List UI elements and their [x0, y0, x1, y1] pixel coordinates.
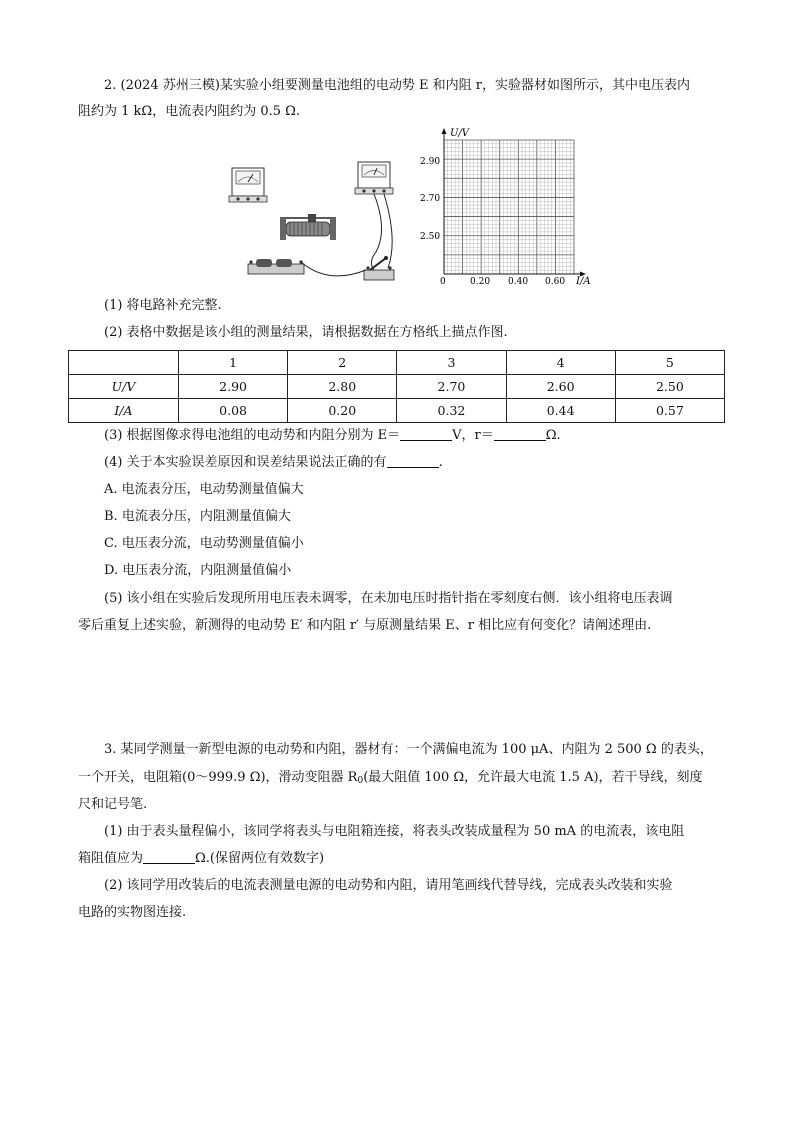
- origin-label: 0: [440, 277, 446, 287]
- q2-sub5-line2: 零后重复上述实验，新测得的电动势 E′ 和内阻 r′ 与原测量结果 E、r 相比应有何变化？请阐述理由.: [78, 618, 652, 633]
- q2-sub3-text: Ω.: [545, 428, 561, 443]
- q3-text: 一个开关，电阻箱(0～999.9 Ω)，滑动变阻器 R: [78, 770, 358, 785]
- table-cell: 2: [288, 351, 397, 375]
- apparatus-figure: [228, 160, 408, 290]
- q3-sub1-text: Ω.(保留两位有效数字): [195, 851, 325, 866]
- q3-sub1-text: 箱阻值应为: [78, 851, 144, 866]
- option-b: B. 电流表分压，内阻测量值偏大: [104, 509, 291, 524]
- y-axis-arrow-icon: [442, 128, 447, 134]
- rheostat-icon: [280, 214, 336, 240]
- q2-sub2: (2) 表格中数据是该小组的测量结果，请根据数据在方格纸上描点作图.: [104, 325, 508, 340]
- q3-sub2-line2: 电路的实物图连接.: [78, 905, 187, 920]
- table-cell: [69, 351, 179, 375]
- answer-blank-resistance[interactable]: [143, 851, 195, 864]
- table-cell: 1: [179, 351, 288, 375]
- q3-sub1-line2: [78, 851, 324, 867]
- q2-text-line1: 2. (2024 苏州三模)某实验小组要测量电池组的电动势 E 和内阻 r，实验器材如图所示，其中电压表内: [104, 78, 690, 93]
- y-tick-label: 2.90: [420, 157, 441, 167]
- q2-text-line2: 阻约为 1 kΩ，电流表内阻约为 0.5 Ω.: [78, 104, 301, 119]
- q2-sub3-text: V，r＝: [452, 428, 494, 443]
- table-cell: 2.80: [288, 375, 397, 399]
- table-row: [69, 375, 725, 399]
- grid-lines: [444, 140, 574, 274]
- table-cell: 0.44: [506, 399, 615, 423]
- y-axis-label: U/V: [450, 128, 470, 139]
- x-tick-label: 0.60: [545, 277, 566, 287]
- graph-paper: [420, 126, 595, 290]
- x-axis-label: I/A: [576, 276, 591, 287]
- q2-sub3-text: (3) 根据图像求得电池组的电动势和内阻分别为 E＝: [104, 428, 401, 443]
- table-cell: 2.60: [506, 375, 615, 399]
- q2-sub3: [104, 428, 561, 444]
- data-table: [68, 350, 725, 423]
- q3-text: (最大阻值 100 Ω，允许最大电流 1.5 A)，若干导线，刻度: [363, 770, 703, 785]
- table-cell: 2.50: [615, 375, 724, 399]
- table-cell: 3: [397, 351, 506, 375]
- q2-sub4: [104, 455, 443, 471]
- y-tick-label: 2.50: [420, 232, 441, 242]
- q3-sub2-line1: (2) 该同学用改装后的电流表测量电源的电动势和内阻，请用笔画线代替导线，完成表头改装和实验: [104, 878, 673, 893]
- answer-blank-e[interactable]: [400, 428, 452, 441]
- x-tick-label: 0.20: [470, 277, 491, 287]
- table-cell: 0.20: [288, 399, 397, 423]
- table-row-label: U/V: [69, 375, 179, 399]
- table-cell: 4: [506, 351, 615, 375]
- q3-text-line3: 尺和记号笔.: [78, 797, 148, 812]
- q3-text-line2: [78, 770, 703, 789]
- option-c: C. 电压表分流，电动势测量值偏小: [104, 536, 304, 551]
- table-cell: 0.57: [615, 399, 724, 423]
- table-cell: 5: [615, 351, 724, 375]
- option-a: A. 电流表分压，电动势测量值偏大: [104, 482, 304, 497]
- q3-subscript: 0: [357, 776, 364, 786]
- table-cell: 2.70: [397, 375, 506, 399]
- table-header-row: [69, 351, 725, 375]
- q2-sub5-line1: (5) 该小组在实验后发现所用电压表未调零，在未加电压时指针指在零刻度右侧．该小组将电压表调: [104, 591, 673, 606]
- table-cell: 2.90: [179, 375, 288, 399]
- q3-sub1-line1: (1) 由于表头量程偏小，该同学将表头与电阻箱连接，将表头改装成量程为 50 mA 的电流表，该电阻: [104, 824, 685, 839]
- table-row: [69, 399, 725, 423]
- voltmeter-icon: [355, 162, 393, 194]
- y-tick-label: 2.70: [420, 194, 441, 204]
- table-row-label: I/A: [69, 399, 179, 423]
- battery-icon: [248, 259, 304, 274]
- table-cell: 0.08: [179, 399, 288, 423]
- answer-blank-r[interactable]: [494, 428, 546, 441]
- q2-sub4-text: (4) 关于本实验误差原因和误差结果说法正确的有: [104, 455, 387, 470]
- option-d: D. 电压表分流，内阻测量值偏小: [104, 563, 292, 578]
- table-cell: 0.32: [397, 399, 506, 423]
- switch-icon: [364, 256, 394, 280]
- answer-blank-choice[interactable]: [387, 455, 439, 468]
- q2-sub1: (1) 将电路补充完整.: [104, 298, 222, 313]
- ammeter-icon: [229, 168, 267, 202]
- q3-text-line1: 3. 某同学测量一新型电源的电动势和内阻，器材有：一个满偏电流为 100 μA、内阻为 2 500 Ω 的表头，: [104, 742, 713, 757]
- x-tick-label: 0.40: [508, 277, 529, 287]
- q2-sub4-text: .: [438, 455, 443, 470]
